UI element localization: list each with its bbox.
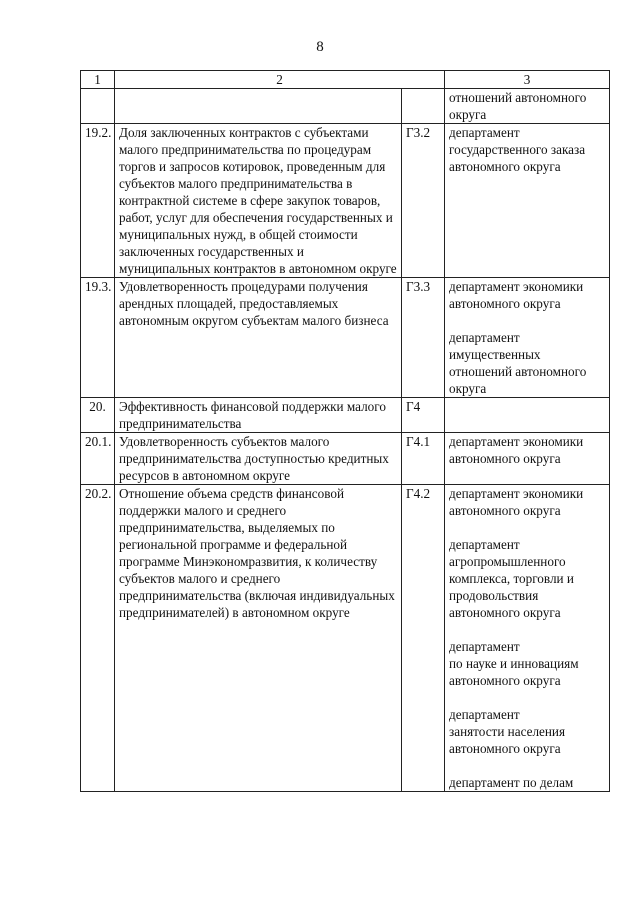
- row-number: 20.1.: [81, 433, 115, 485]
- row-number: 19.2.: [81, 124, 115, 278]
- responsible-departments: [445, 398, 610, 433]
- indicator-text: Удовлетворенность процедурами получения арендных площадей, предоставляемых автономным округом субъектам малого бизнеса: [115, 278, 402, 398]
- indicator-text: Доля заключенных контрактов с субъектами малого предпринимательства по процедурам торгов и запросов котировок, проведенным для субъектов малого предпринимательства в контрактной системе в сфере закупок товаров, работ, услуг для обеспечения государственных и муниципальных нужд, в общей стоимости заключенных государственных и муниципальных контрактов в автономном округе: [115, 124, 402, 278]
- department-name: департамент по науке и инновациям автономного округа: [449, 639, 579, 688]
- indicator-code: Г4.1: [402, 433, 445, 485]
- page-number: 8: [316, 39, 324, 55]
- department-name: департамент имущественных отношений автономного округа: [449, 330, 587, 396]
- department-name: департамент экономики автономного округа: [449, 486, 584, 518]
- department-spacer: [449, 689, 605, 706]
- department-spacer: [449, 312, 605, 329]
- department-name: департамент государственного заказа автономного округа: [449, 125, 586, 174]
- table-row: [81, 89, 610, 124]
- indicator-code: [402, 89, 445, 124]
- table-row: [81, 433, 610, 485]
- department-name: департамент агропромышленного комплекса, торговли и продовольствия автономного округа: [449, 537, 574, 620]
- indicator-code: Г4.2: [402, 485, 445, 792]
- row-number: 20.: [81, 398, 115, 433]
- row-number: 19.3.: [81, 278, 115, 398]
- department-spacer: [449, 621, 605, 638]
- responsible-departments: [445, 433, 610, 485]
- responsible-departments: [445, 89, 610, 124]
- row-number: [81, 89, 115, 124]
- column-header-2: 2: [115, 71, 445, 89]
- department-name: департамент по делам: [449, 775, 574, 790]
- department-spacer: [449, 519, 605, 536]
- department-spacer: [449, 757, 605, 774]
- responsible-departments: [445, 124, 610, 278]
- column-header-3: 3: [445, 71, 610, 89]
- table-row: [81, 278, 610, 398]
- indicator-code: Г3.3: [402, 278, 445, 398]
- indicator-text: Удовлетворенность субъектов малого предпринимательства доступностью кредитных ресурсов в автономном округе: [115, 433, 402, 485]
- table-header-row: [81, 71, 610, 89]
- table-row: [81, 398, 610, 433]
- indicators-table: [80, 70, 610, 792]
- indicator-text: Эффективность финансовой поддержки малого предпринимательства: [115, 398, 402, 433]
- department-name: департамент экономики автономного округа: [449, 279, 584, 311]
- table-row: [81, 485, 610, 792]
- department-name: отношений автономного округа: [449, 90, 587, 122]
- column-header-1: 1: [81, 71, 115, 89]
- responsible-departments: [445, 278, 610, 398]
- department-name: департамент занятости населения автономного округа: [449, 707, 566, 756]
- indicator-code: Г4: [402, 398, 445, 433]
- table-body: [81, 89, 610, 792]
- indicator-code: Г3.2: [402, 124, 445, 278]
- indicator-text: [115, 89, 402, 124]
- table-row: [81, 124, 610, 278]
- department-name: департамент экономики автономного округа: [449, 434, 584, 466]
- indicator-text: Отношение объема средств финансовой поддержки малого и среднего предпринимательства, выделяемых по региональной программе и федеральной программе Минэкономразвития, к количеству субъектов малого и среднего предпринимательства (включая индивидуальных предпринимателей) в автономном округе: [115, 485, 402, 792]
- responsible-departments: [445, 485, 610, 792]
- row-number: 20.2.: [81, 485, 115, 792]
